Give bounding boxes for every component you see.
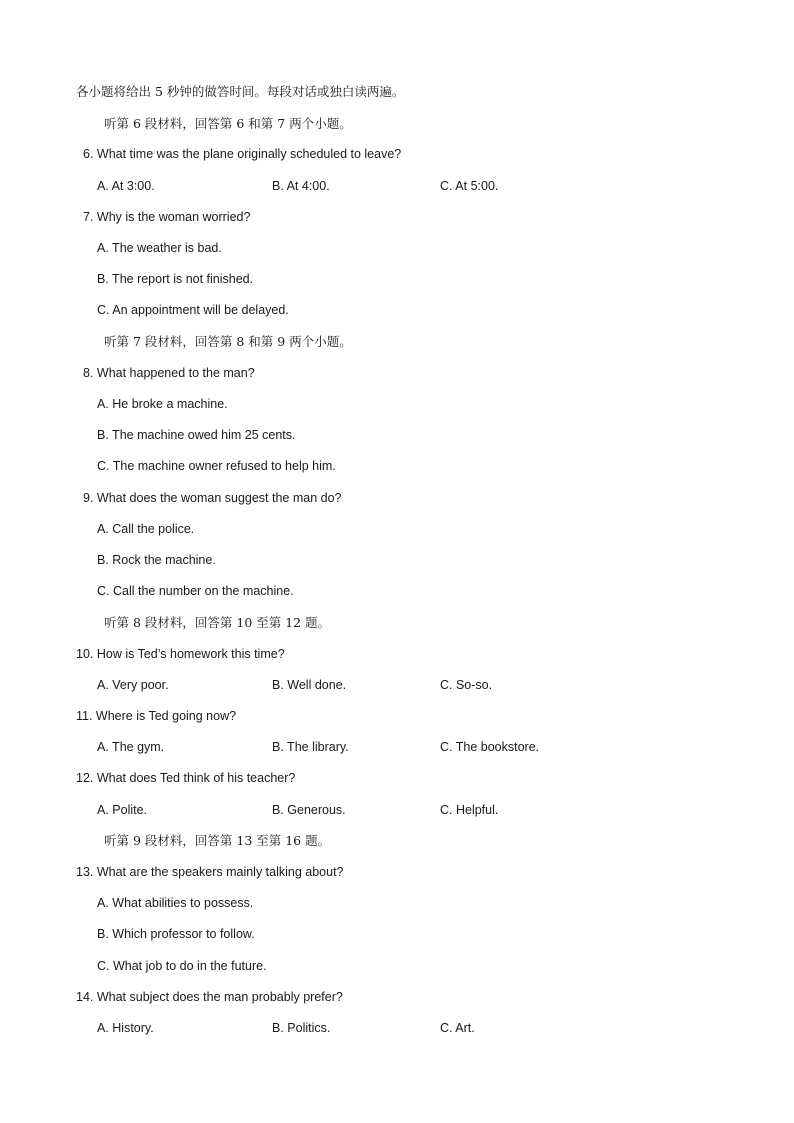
question-stem: 8. What happened to the man? xyxy=(83,366,255,380)
option-c: C. The machine owner refused to help him. xyxy=(97,459,336,473)
section-heading: 听第 9 段材料，回答第 13 至第 16 题。 xyxy=(104,833,331,848)
question-stem: 11. Where is Ted going now? xyxy=(76,709,237,723)
option-c: C. Art. xyxy=(440,1021,475,1035)
option-b: B. Rock the machine. xyxy=(97,553,216,567)
option-b: B. Generous. xyxy=(272,803,346,817)
option-a: A. He broke a machine. xyxy=(97,397,228,411)
option-c: C. What job to do in the future. xyxy=(97,959,267,973)
option-a: A. What abilities to possess. xyxy=(97,896,254,910)
option-b: B. Politics. xyxy=(272,1021,331,1035)
section-heading: 听第 6 段材料，回答第 6 和第 7 两个小题。 xyxy=(104,116,352,131)
option-a: A. Very poor. xyxy=(97,678,169,692)
question-stem: 9. What does the woman suggest the man do? xyxy=(83,491,342,505)
intro-text: 各小题将给出 5 秒钟的做答时间。每段对话或独白读两遍。 xyxy=(76,84,405,99)
option-b: B. Which professor to follow. xyxy=(97,927,255,941)
option-a: A. At 3:00. xyxy=(97,179,155,193)
option-b: B. At 4:00. xyxy=(272,179,330,193)
option-a: A. The weather is bad. xyxy=(97,241,222,255)
option-c: C. So-so. xyxy=(440,678,493,692)
option-a: A. The gym. xyxy=(97,740,165,754)
option-b: B. The library. xyxy=(272,740,349,754)
option-a: A. Polite. xyxy=(97,803,148,817)
option-c: C. Helpful. xyxy=(440,803,499,817)
option-a: A. History. xyxy=(97,1021,154,1035)
option-b: B. The report is not finished. xyxy=(97,272,254,286)
question-stem: 12. What does Ted think of his teacher? xyxy=(76,771,296,785)
question-stem: 10. How is Ted’s homework this time? xyxy=(76,647,285,661)
question-stem: 7. Why is the woman worried? xyxy=(83,210,251,224)
question-stem: 6. What time was the plane originally scheduled to leave? xyxy=(83,147,402,161)
option-c: C. At 5:00. xyxy=(440,179,499,193)
section-heading: 听第 8 段材料，回答第 10 至第 12 题。 xyxy=(104,615,331,630)
question-stem: 13. What are the speakers mainly talking about? xyxy=(76,865,344,879)
section-heading: 听第 7 段材料，回答第 8 和第 9 两个小题。 xyxy=(104,334,352,349)
option-a: A. Call the police. xyxy=(97,522,195,536)
option-c: C. An appointment will be delayed. xyxy=(97,303,289,317)
question-stem: 14. What subject does the man probably prefer? xyxy=(76,990,343,1004)
option-b: B. Well done. xyxy=(272,678,347,692)
option-c: C. Call the number on the machine. xyxy=(97,584,294,598)
option-c: C. The bookstore. xyxy=(440,740,540,754)
option-b: B. The machine owed him 25 cents. xyxy=(97,428,296,442)
